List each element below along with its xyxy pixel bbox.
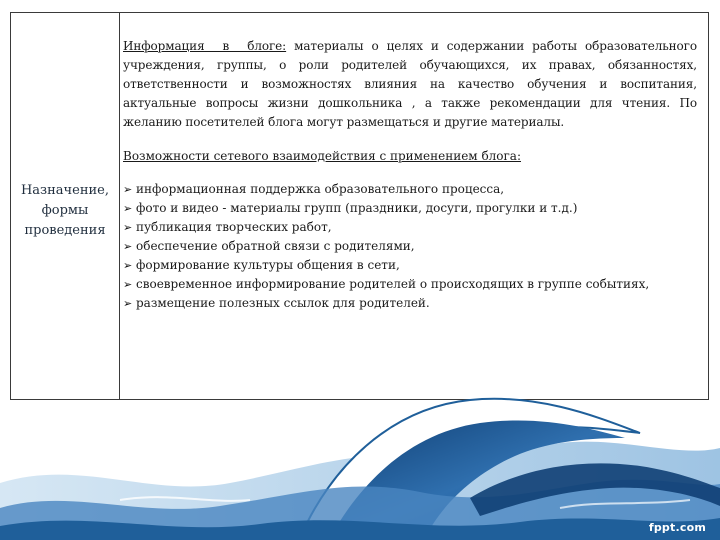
intro-text: материалы о целях и содержании работы образовательного учреждения, группы, о роли родителей обучающихся, их правах, обязанностях, ответственности и возможностях влияния на качество обучения и воспитания, актуальные вопросы жизни дошкольника , а также рекомендации для чтения. По желанию посетителей блога могут размещаться и другие материалы. xyxy=(123,39,697,129)
list-item xyxy=(123,294,697,313)
section-title: Возможности сетевого взаимодействия с применением блога: xyxy=(123,149,521,163)
intro-paragraph xyxy=(123,37,697,132)
list-item xyxy=(123,180,697,199)
arrow-bullet-icon: ➢ xyxy=(123,259,133,272)
row-label xyxy=(11,181,119,241)
intro-lead: Информация в блоге: xyxy=(123,39,287,53)
arrow-bullet-icon: ➢ xyxy=(123,221,133,234)
content-table xyxy=(10,12,709,400)
arrow-bullet-icon: ➢ xyxy=(123,202,133,215)
list-item xyxy=(123,218,697,237)
arrow-bullet-icon: ➢ xyxy=(123,240,133,253)
arrow-bullet-icon: ➢ xyxy=(123,183,133,196)
column-divider xyxy=(119,13,120,399)
row-label-line: проведения xyxy=(24,223,106,238)
list-item xyxy=(123,237,697,256)
list-item-text: фото и видео - материалы групп (праздники, досуги, прогулки и т.д.) xyxy=(136,201,578,215)
arrow-bullet-icon: ➢ xyxy=(123,278,133,291)
list-item-text: информационная поддержка образовательного процесса, xyxy=(136,182,505,196)
wave-decoration xyxy=(0,388,720,540)
list-item-text: размещение полезных ссылок для родителей. xyxy=(136,296,430,310)
row-label-line: Назначение, xyxy=(20,183,110,198)
list-item xyxy=(123,199,697,218)
arrow-bullet-icon: ➢ xyxy=(123,297,133,310)
list-item-text: публикация творческих работ, xyxy=(136,220,332,234)
list-item-text: обеспечение обратной связи с родителями, xyxy=(136,239,415,253)
row-label-line: формы xyxy=(41,203,89,218)
list-item xyxy=(123,275,697,294)
list-item xyxy=(123,256,697,275)
content-cell xyxy=(123,37,697,313)
brand-watermark: fppt.com xyxy=(648,521,706,534)
features-list xyxy=(123,180,697,313)
list-item-text: формирование культуры общения в сети, xyxy=(136,258,400,272)
list-item-text: своевременное информирование родителей о происходящих в группе событиях, xyxy=(136,277,650,291)
